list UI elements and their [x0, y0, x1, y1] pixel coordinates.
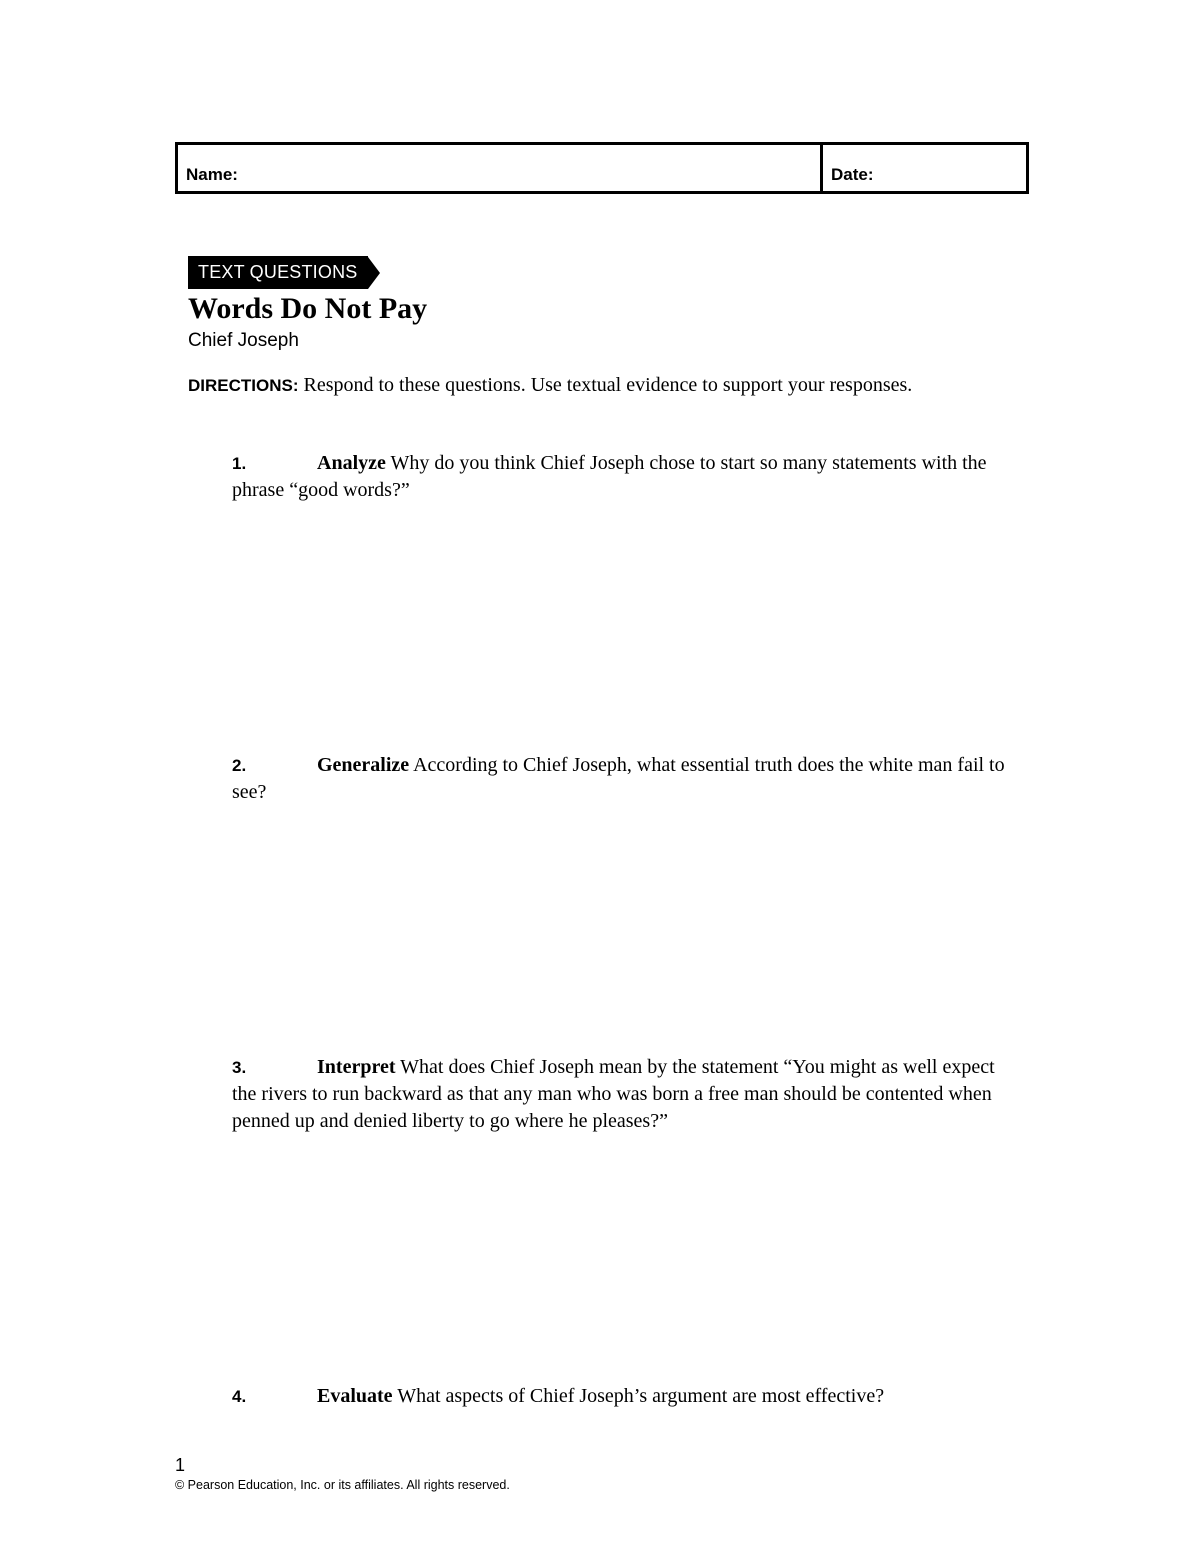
author: Chief Joseph — [188, 330, 299, 351]
directions-label: DIRECTIONS: — [188, 376, 299, 395]
copyright-footer: © Pearson Education, Inc. or its affiliates. All rights reserved. — [175, 1478, 510, 1492]
section-tag — [188, 256, 380, 289]
directions-text: Respond to these questions. Use textual evidence to support your responses. — [298, 374, 913, 396]
directions — [188, 372, 968, 399]
date-label: Date: — [831, 165, 874, 184]
question-skill: Evaluate — [317, 1385, 393, 1407]
name-label: Name: — [186, 165, 238, 184]
name-field[interactable] — [178, 145, 823, 191]
question-3 — [232, 1054, 1017, 1135]
section-tag-label: TEXT QUESTIONS — [188, 256, 368, 289]
question-number: 1. — [232, 454, 247, 473]
date-field[interactable] — [823, 145, 1026, 191]
question-number: 4. — [232, 1387, 247, 1406]
page-title: Words Do Not Pay — [188, 292, 428, 325]
question-text: What does Chief Joseph mean by the statement “You might as well expect the rivers to run backward as that any man who was born a free man should be contented when penned up and denied liberty to go where he pleases?” — [232, 1056, 995, 1132]
question-skill: Analyze — [317, 452, 386, 474]
page-number: 1 — [175, 1455, 186, 1475]
tag-arrow-icon — [368, 257, 380, 289]
question-4 — [232, 1383, 1032, 1410]
question-number: 3. — [232, 1058, 247, 1077]
question-skill: Generalize — [317, 754, 410, 776]
question-text: According to Chief Joseph, what essential truth does the white man fail to see? — [232, 754, 1005, 803]
name-date-header — [175, 142, 1029, 194]
question-text: What aspects of Chief Joseph’s argument are most effective? — [392, 1385, 885, 1407]
question-number: 2. — [232, 756, 247, 775]
question-1 — [232, 450, 1032, 504]
question-2 — [232, 752, 1032, 806]
question-text: Why do you think Chief Joseph chose to start so many statements with the phrase “good words?” — [232, 452, 987, 501]
question-skill: Interpret — [317, 1056, 396, 1078]
